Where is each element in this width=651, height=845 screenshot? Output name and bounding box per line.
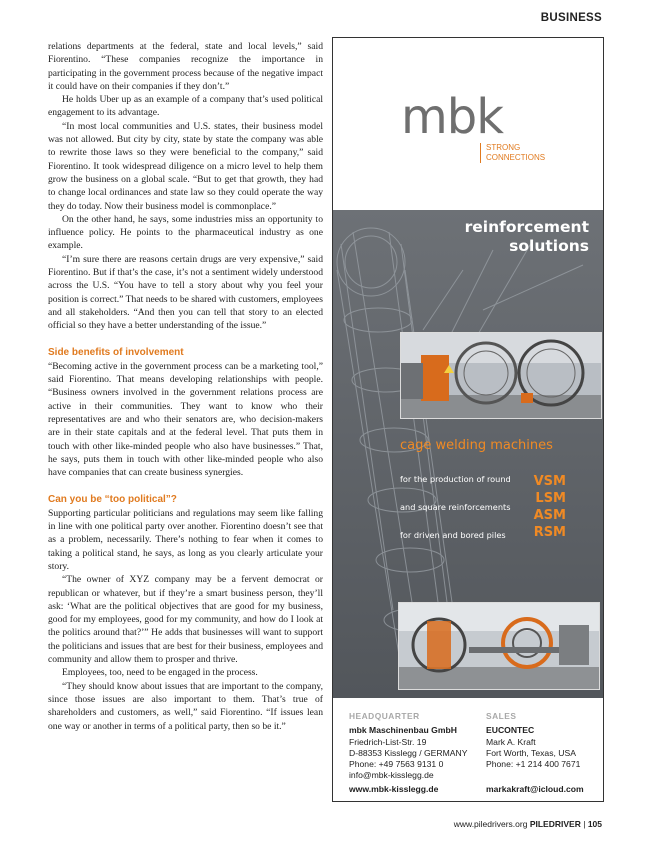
hq-website[interactable]: www.mbk-kisslegg.de: [349, 783, 439, 794]
article-paragraph: Employees, too, need to be engaged in the process.: [62, 667, 258, 679]
ad-product-panel: [333, 210, 603, 698]
product-line-piles: for driven and bored piles: [400, 530, 506, 540]
article-paragraph: “The owner of XYZ company may be a fervent democrat or republican or whatever, but if they’re a smart business person, they’ll ask: ‘What are the political objectives that are good for my business, good for my employees, good for my community, and how do I look at the politics around that?’” He adds that businesses will want to support the politicians and issues that are best for their business, employees and community and allow them to prosper and thrive.: [48, 574, 323, 666]
article-paragraph: “They should know about issues that are important to the company, since those issues are also important to them. That’s true of shareholders and customers, as well,” said Fiorentino. “If issues lean one way or another in terms of a political party, then so be it.”: [48, 680, 323, 732]
ad-logo-area: [333, 38, 603, 210]
hq-label: HEADQUARTER: [349, 711, 420, 721]
footer-site[interactable]: www.piledrivers.org: [453, 819, 528, 829]
reinforcement-solutions-title: [465, 218, 589, 256]
article-paragraph: On the other hand, he says, some industries miss an opportunity to influence policy. He points to the pharmaceutical industry as one example.: [48, 213, 323, 252]
code-asm: ASM: [533, 508, 566, 523]
page-number: 105: [587, 819, 602, 829]
section-label: BUSINESS: [540, 12, 602, 24]
article-paragraph: “Becoming active in the government process can be a marketing tool,” said Fiorentino. That means developing relationships with people. “Business owners involved in the government relations process are active in their communities. They want to know who their representatives are and who their senators are, who decision-makers are in their state capitals and at the federal level. That puts them in touch with other like-minded people who also have businesses.” That, he says, puts them in touch with other like-minded people who also have companies that can create business synergies.: [48, 360, 323, 479]
article-paragraph: relations departments at the federal, state and local levels,” said Fiorentino. “These companies recognize the importance in participating in the government process because of the negative impact it could have on their companies if they don’t.”: [48, 41, 323, 92]
article-paragraph: He holds Uber up as an example of a company that’s used political engagement to its advantage.: [48, 94, 323, 119]
mbk-advertisement: [332, 37, 604, 802]
mbk-logo: mbk: [401, 89, 504, 145]
machine-photo-2-illustration: [399, 603, 599, 689]
tagline-strong: STRONG: [486, 143, 521, 152]
subheading-too-political: Can you be “too political”?: [48, 493, 177, 505]
hq-email[interactable]: info@mbk-kisslegg.de: [349, 770, 434, 781]
sales-label: SALES: [486, 711, 517, 721]
subheading-side-benefits: Side benefits of involvement: [48, 346, 184, 358]
solutions-word: solutions: [509, 237, 589, 255]
footer-separator: |: [583, 819, 586, 829]
sales-company: EUCONTEC: [486, 725, 535, 736]
product-line-square: and square reinforcements: [400, 502, 511, 512]
sales-contact: [486, 711, 584, 795]
product-line-round: for the production of round: [400, 474, 511, 484]
hq-company: mbk Maschinenbau GmbH: [349, 725, 457, 736]
hq-phone: Phone: +49 7563 9131 0: [349, 759, 444, 770]
cage-welding-headline: cage welding machines: [400, 438, 553, 453]
code-rsm: RSM: [533, 525, 566, 540]
sales-email[interactable]: markakraft@icloud.com: [486, 783, 584, 794]
sales-phone: Phone: +1 214 400 7671: [486, 759, 581, 770]
code-lsm: LSM: [535, 491, 566, 506]
article-column: [48, 40, 323, 733]
hq-street: Friedrich-List-Str. 19: [349, 736, 427, 747]
code-vsm: VSM: [533, 474, 566, 489]
page-footer: [454, 819, 602, 829]
machine-photo-2: [398, 602, 600, 690]
sales-person: Mark A. Kraft: [486, 736, 536, 747]
tagline-connections: CONNECTIONS: [486, 153, 546, 162]
article-paragraph: Supporting particular politicians and regulations may seem like falling in line with one political party over another. Fiorentino doesn’t see that as a problem, necessarily. There’s nothing to fear when it comes to taking a political stand, he says, as long as you clearly articulate your story.: [48, 507, 323, 572]
article-paragraph: “I’m sure there are reasons certain drugs are very expensive,” said Fiorentino. But if that’s the case, it’s not a sentiment widely understood across the U.S. “You have to tell a story about why you feel your position is correct.” That needs to be shared with customers, employees and all stakeholders. “And then you can tell that story to an elected official so they have a better understanding of the issue.”: [48, 253, 323, 332]
hq-city: D-88353 Kisslegg / GERMANY: [349, 747, 468, 758]
headquarter-contact: [349, 711, 467, 795]
machine-photo-1-illustration: [401, 333, 601, 418]
machine-photo-1: [400, 332, 602, 419]
sales-spacer: [486, 770, 584, 781]
article-paragraph: “In most local communities and U.S. states, their business model was not allowed. But city by city, state by state the company was able to rewrite those laws so they were beneficial to the company,” said Fiorentino. It took widespread diligence on a micro level to help them grow the business on a global scale. “But to get that growth, they had to change local ordinances and state law so they could operate the way they do today. Now their business model is commonplace.”: [48, 120, 323, 212]
footer-magazine: PILEDRIVER: [529, 819, 581, 829]
reinforcement-word: reinforcement: [464, 218, 589, 236]
sales-city: Fort Worth, Texas, USA: [486, 747, 576, 758]
logo-tagline: [480, 143, 545, 163]
ad-contact-area: [333, 698, 603, 801]
